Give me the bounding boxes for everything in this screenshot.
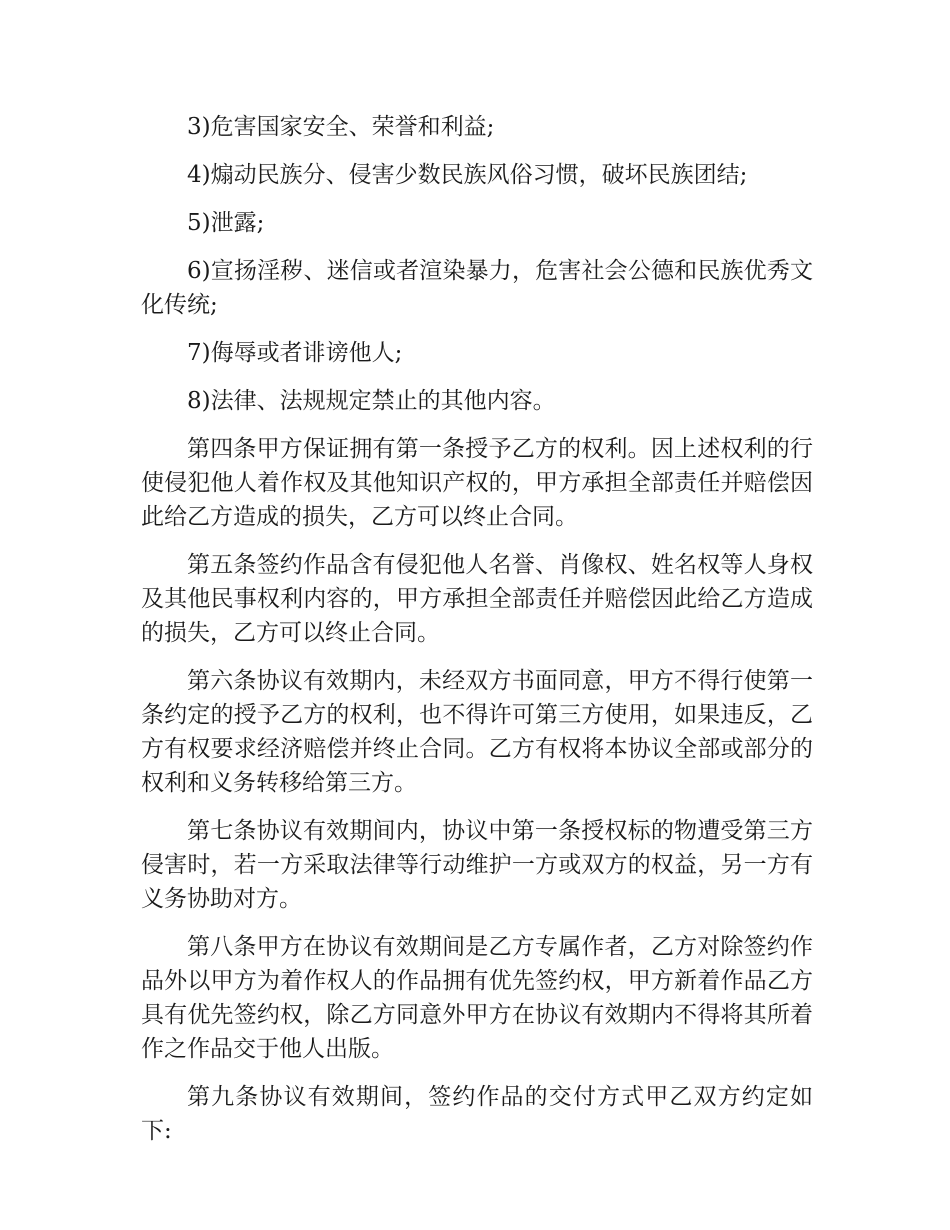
list-item-7: 7)侮辱或者诽谤他人; [187, 340, 403, 366]
list-item-8: 8)法律、法规规定禁止的其他内容。 [187, 388, 556, 414]
article-8-paragraph: 第八条甲方在协议有效期间是乙方专属作者，乙方对除签约作品外以甲方为着作权人的作品拥有优先签约权，甲方新着作品乙方具有优先签约权，除乙方同意外甲方在协议有效期内不得将其所着作之作品交于他人出版。 [141, 934, 813, 1062]
article-4-paragraph: 第四条甲方保证拥有第一条授予乙方的权利。因上述权利的行使侵犯他人着作权及其他知识产权的，甲方承担全部责任并赔偿因此给乙方造成的损失，乙方可以终止合同。 [141, 436, 813, 530]
list-item-3: 3)危害国家安全、荣誉和利益; [187, 114, 495, 140]
list-item-6: 6)宣扬淫秽、迷信或者渲染暴力，危害社会公德和民族优秀文化传统; [141, 258, 813, 318]
list-item-4: 4)煽动民族分、侵害少数民族风俗习惯，破坏民族团结; [187, 162, 748, 188]
list-item-5: 5)泄露; [187, 210, 265, 236]
document-body [141, 110, 813, 1162]
article-6-paragraph: 第六条协议有效期内，未经双方书面同意，甲方不得行使第一条约定的授予乙方的权利，也不得许可第三方使用，如果违反，乙方有权要求经济赔偿并终止合同。乙方有权将本协议全部或部分的权利和义务转移给第三方。 [141, 668, 813, 796]
article-9-paragraph: 第九条协议有效期间，签约作品的交付方式甲乙双方约定如下: [141, 1084, 813, 1144]
article-7-paragraph: 第七条协议有效期间内，协议中第一条授权标的物遭受第三方侵害时，若一方采取法律等行动维护一方或双方的权益，另一方有义务协助对方。 [141, 818, 813, 912]
article-5-paragraph: 第五条签约作品含有侵犯他人名誉、肖像权、姓名权等人身权及其他民事权利内容的，甲方承担全部责任并赔偿因此给乙方造成的损失，乙方可以终止合同。 [141, 552, 813, 646]
